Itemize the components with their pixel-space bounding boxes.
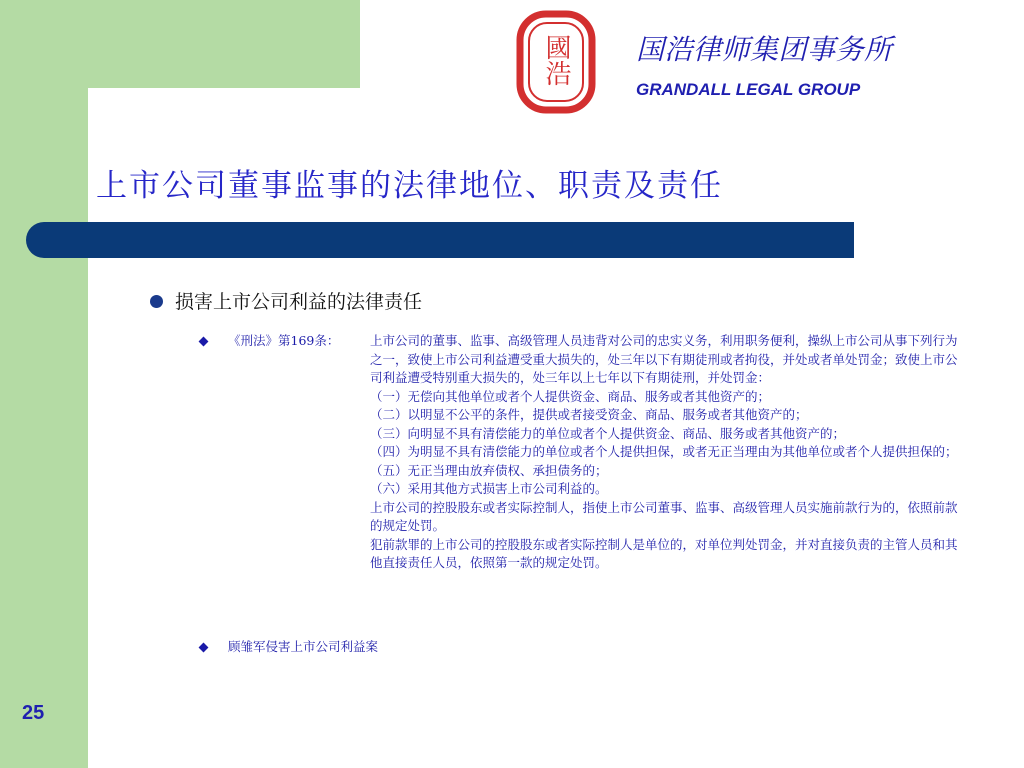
law-item-1: （一）无偿向其他单位或者个人提供资金、商品、服务或者其他资产的； <box>370 388 771 404</box>
law-item-3: （三）向明显不具有清偿能力的单位或者个人提供资金、商品、服务或者其他资产的； <box>370 425 846 441</box>
case-text: 顾雏军侵害上市公司利益案 <box>228 639 379 654</box>
slide-title: 上市公司董事监事的法律地位、职责及责任 <box>96 168 723 204</box>
law-article-text <box>370 332 966 573</box>
firm-name-en: GRANDALL LEGAL GROUP <box>636 80 861 99</box>
title-underline-bar <box>26 222 854 258</box>
page-number: 25 <box>22 702 45 724</box>
firm-name-cn: 国浩律师集团事务所 <box>636 33 893 66</box>
law-item-6: （六）采用其他方式损害上市公司利益的。 <box>370 481 608 496</box>
top-green-band <box>0 0 360 88</box>
law-item-5: （五）无正当理由放弃债权、承担债务的； <box>370 462 608 478</box>
level1-text: 损害上市公司利益的法律责任 <box>175 291 423 313</box>
law-main-paragraph: 上市公司的董事、监事、高级管理人员违背对公司的忠实义务，利用职务便利，操纵上市公司从事下列行为之一，致使上市公司利益遭受重大损失的，处三年以下有期徒刑或者拘役，并处或者单处罚金；致使上市公司利益遭受特别重大损失的，处三年以上七年以下有期徒刑，并处罚金： <box>370 333 958 385</box>
law-paragraph-3: 犯前款罪的上市公司的控股股东或者实际控制人是单位的，对单位判处罚金，并对直接负责的主管人员和其他直接责任人员，依照第一款的规定处罚。 <box>370 536 958 570</box>
law-item-2: （二）以明显不公平的条件，提供或者接受资金、商品、服务或者其他资产的； <box>370 407 808 422</box>
left-green-band <box>0 0 88 768</box>
bullet-label: 《刑法》第169条： <box>228 333 340 348</box>
law-item-4: （四）为明显不具有清偿能力的单位或者个人提供担保，或者无正当理由为其他单位或者个人提供担保的； <box>370 444 958 459</box>
round-bullet-icon <box>150 295 163 308</box>
law-paragraph-2: 上市公司的控股股东或者实际控制人，指使上市公司董事、监事、高级管理人员实施前款行为的，依照前款的规定处罚。 <box>370 499 958 533</box>
level1-bullet <box>150 287 422 314</box>
grandall-seal-logo <box>516 10 596 114</box>
seal-text: 國浩 <box>541 34 571 86</box>
